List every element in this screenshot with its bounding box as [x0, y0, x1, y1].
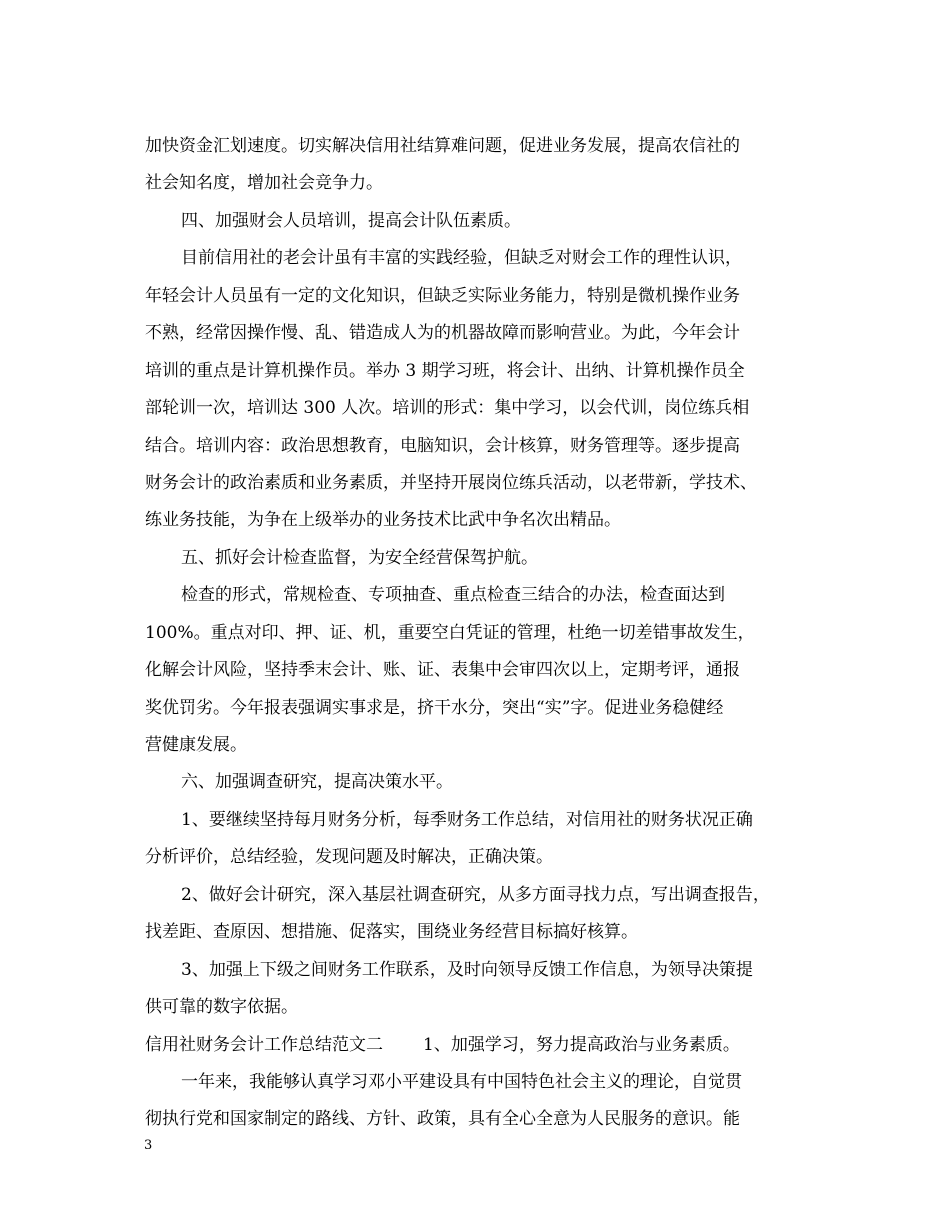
text-line: 社会知名度，增加社会竞争力。 [145, 173, 383, 194]
text-line: 不熟，经常因操作慢、乱、错造成人为的机器故障而影响营业。为此，今年会计 [145, 323, 740, 344]
text-line: 营健康发展。 [145, 735, 247, 755]
section-first-item: 1、加强学习，努力提高政治与业务素质。 [423, 1034, 740, 1055]
section-heading-six: 六、加强调查研究，提高决策水平。 [181, 772, 453, 793]
text-line: 一年来，我能够认真学习邓小平建设具有中国特色社会主义的理论，自觉贯 [181, 1071, 742, 1092]
section-title: 信用社财务会计工作总结范文二 [145, 1034, 383, 1055]
text-line: 彻执行党和国家制定的路线、方针、政策，具有全心全意为人民服务的意识。能 [145, 1109, 740, 1130]
text-line: 化解会计风险，坚持季末会计、账、证、表集中会审四次以上，定期考评，通报 [145, 660, 740, 681]
section-heading-five: 五、抓好会计检查监督，为安全经营保驾护航。 [181, 547, 538, 568]
text-line: 目前信用社的老会计虽有丰富的实践经验，但缺乏对财会工作的理性认识， [181, 248, 742, 269]
text-line: 练业务技能，为争在上级举办的业务技术比武中争名次出精品。 [145, 510, 621, 531]
section-heading-four: 四、加强财会人员培训，提高会计队伍素质。 [181, 210, 521, 231]
text-line: 结合。培训内容：政治思想教育，电脑知识，会计核算，财务管理等。逐步提高 [145, 435, 740, 456]
page-number: 3 [144, 1138, 153, 1153]
text-line: 找差距、查原因、想措施、促落实，围绕业务经营目标搞好核算。 [145, 922, 638, 943]
text-line: 分析评价，总结经验，发现问题及时解决，正确决策。 [145, 847, 553, 868]
document-body [145, 128, 810, 1139]
text-line: 供可靠的数字依据。 [145, 997, 298, 1018]
text-line: 财务会计的政治素质和业务素质，并坚持开展岗位练兵活动，以老带新，学技术、 [145, 472, 757, 493]
text-line: 加快资金汇划速度。切实解决信用社结算难问题，促进业务发展，提高农信社的 [145, 136, 740, 156]
text-line: 100%。重点对印、押、证、机，重要空白凭证的管理，杜绝一切差错事故发生， [145, 622, 755, 643]
text-line: 培训的重点是计算机操作员。举办 3 期学习班，将会计、出纳、计算机操作员全 [145, 360, 745, 381]
text-line: 检查的形式，常规检查、专项抽查、重点检查三结合的办法，检查面达到 [181, 585, 725, 606]
document-section-heading [145, 1027, 810, 1064]
text-line: 年轻会计人员虽有一定的文化知识，但缺乏实际业务能力，特别是微机操作业务 [145, 285, 740, 306]
list-item-three: 3、加强上下级之间财务工作联系，及时向领导反馈工作信息，为领导决策提 [181, 959, 753, 980]
text-line: 部轮训一次，培训达 300 人次。培训的形式：集中学习，以会代训，岗位练兵相 [145, 398, 750, 419]
list-item-two: 2、做好会计研究，深入基层社调查研究，从多方面寻找力点，写出调查报告， [181, 884, 770, 905]
text-line: 奖优罚劣。今年报表强调实事求是，挤干水分，突出“实”字。促进业务稳健经 [145, 697, 724, 718]
list-item-one: 1、要继续坚持每月财务分析，每季财务工作总结，对信用社的财务状况正确 [181, 809, 753, 830]
